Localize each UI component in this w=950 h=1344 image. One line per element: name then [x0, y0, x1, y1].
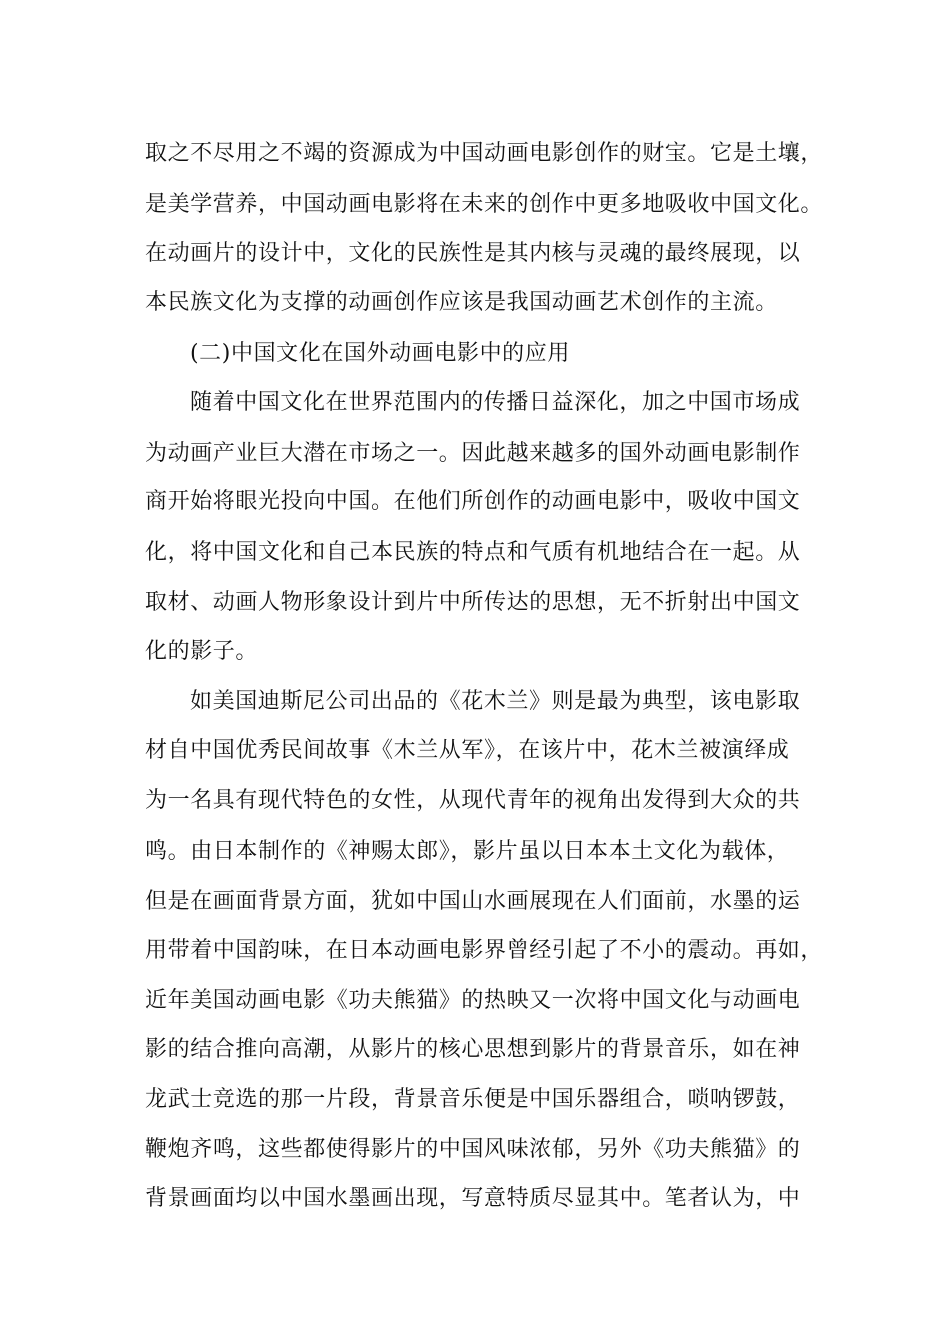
text-line: 在动画片的设计中，文化的民族性是其内核与灵魂的最终展现，以 [145, 241, 801, 266]
text-line: 随着中国文化在世界范围内的传播日益深化，加之中国市场成 [190, 390, 801, 415]
text-line: 但是在画面背景方面，犹如中国山水画展现在人们面前，水墨的运 [145, 889, 801, 914]
text-line: 如美国迪斯尼公司出品的《花木兰》则是最为典型，该电影取 [190, 689, 801, 714]
text-line: 近年美国动画电影《功夫熊猫》的热映又一次将中国文化与动画电 [145, 988, 801, 1013]
text-line: 商开始将眼光投向中国。在他们所创作的动画电影中，吸收中国文 [145, 489, 801, 514]
text-line: 为动画产业巨大潜在市场之一。因此越来越多的国外动画电影制作 [145, 441, 801, 466]
text-line: 取之不尽用之不竭的资源成为中国动画电影创作的财宝。它是土壤， [145, 141, 824, 166]
section-heading: (二)中国文化在国外动画电影中的应用 [190, 341, 570, 366]
text-line: 是美学营养，中国动画电影将在未来的创作中更多地吸收中国文化。 [145, 192, 824, 217]
text-line: 用带着中国韵味，在日本动画电影界曾经引起了不小的震动。再如， [145, 938, 824, 963]
text-line: 为一名具有现代特色的女性，从现代青年的视角出发得到大众的共 [145, 788, 801, 813]
text-line: 鞭炮齐鸣，这些都使得影片的中国风味浓郁，另外《功夫熊猫》的 [145, 1137, 801, 1162]
text-line: 本民族文化为支撑的动画创作应该是我国动画艺术创作的主流。 [145, 290, 778, 315]
text-line: 化，将中国文化和自己本民族的特点和气质有机地结合在一起。从 [145, 540, 801, 565]
text-line: 鸣。由日本制作的《神赐太郎》，影片虽以日本本土文化为载体， [145, 839, 790, 864]
text-line: 背景画面均以中国水墨画出现，写意特质尽显其中。笔者认为，中 [145, 1186, 801, 1211]
text-line: 取材、动画人物形象设计到片中所传达的思想，无不折射出中国文 [145, 590, 801, 615]
text-line: 化的影子。 [145, 639, 259, 664]
text-line: 材自中国优秀民间故事《木兰从军》，在该片中，花木兰被演绎成 [145, 738, 790, 763]
text-line: 影的结合推向高潮，从影片的核心思想到影片的背景音乐，如在神 [145, 1037, 801, 1062]
text-line: 龙武士竞选的那一片段，背景音乐便是中国乐器组合，唢呐锣鼓， [145, 1087, 801, 1112]
